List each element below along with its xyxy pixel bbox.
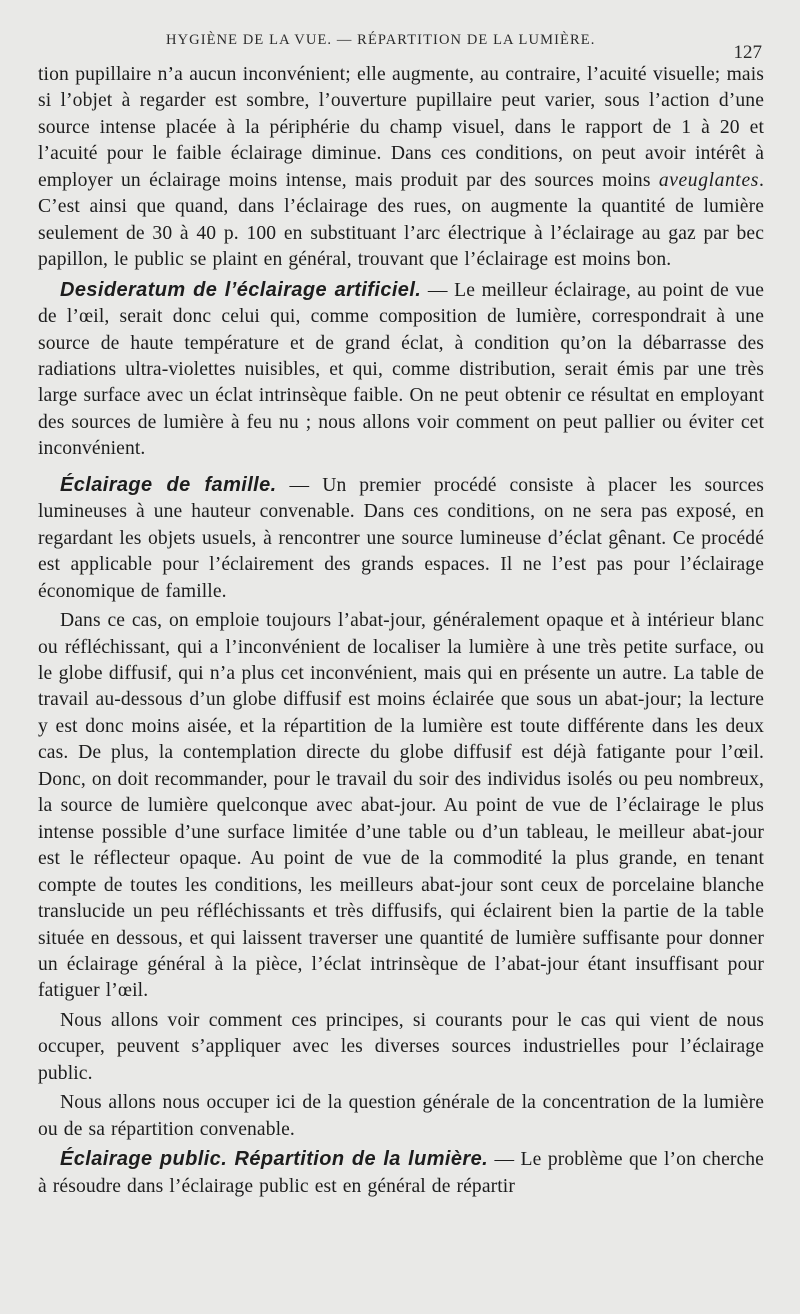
paragraph-7 [38, 1146, 764, 1200]
running-title: HYGIÈNE DE LA VUE. — RÉPARTITION DE LA LUMIÈRE. [166, 32, 596, 48]
section-heading-public: Éclairage public. Répartition de la lumière. [60, 1148, 489, 1171]
body-text [38, 62, 764, 1200]
section-heading-famille: Éclairage de famille. [60, 473, 277, 496]
paragraph-1 [38, 62, 764, 274]
paragraph-1-text-b: . C’est ainsi que quand, dans l’éclairage des rues, on augmente la quantité de lumière seulement de 30 à 40 p. 100 en substituant l’arc électrique à l’éclairage au gaz par bec papillon, le public se plaint en général, trouvant que l’éclairage est moins bon. [38, 169, 764, 271]
paragraph-5 [38, 1008, 764, 1087]
paragraph-5-text: Nous allons voir comment ces principes, si courants pour le cas qui vient de nous occuper, peuvent s’appliquer avec les diverses sources industrielles pour l’éclairage public. [38, 1009, 764, 1084]
paragraph-4 [38, 608, 764, 1005]
section-heading-desideratum: Desideratum de l’éclairage artificiel. [60, 278, 422, 301]
paragraph-4-text: Dans ce cas, on emploie toujours l’abat-jour, généralement opaque et à intérieur blanc ou réfléchissant, qui a l’inconvénient de localiser la lumière à une très petite surface, ou le globe diffusif, qui n’a plus cet inconvénient, mais qui en présente un autre. La table de travail au-dessous d’un globe diffusif est moins éclairée que sous un abat-jour; la lecture y est donc moins aisée, et la répartition de la lumière est toute différente dans les deux cas. De plus, la contemplation directe du globe diffusif est déjà fatigante pour l’œil. Donc, on doit recommander, pour le travail du soir des individus isolés ou peu nombreux, la source de lumière quelconque avec abat-jour. Au point de vue de l’éclairage le plus intense possible d’une surface limitée d’une table ou d’un tableau, le meilleur abat-jour est le réflecteur opaque. Au point de vue de la commodité la plus grande, en tenant compte de toutes les conditions, les meilleurs abat-jour sont ceux de porcelaine blanche translucide un peu réfléchissants et très diffusifs, qui éclairent bien la partie de la table située en dessous, et qui laissent traverser une quantité de lumière suffisante pour donner un éclairage général à la pièce, l’éclat intrinsèque de l’abat-jour étant insuffisant pour fatiguer l’œil. [38, 610, 764, 1002]
paragraph-7-text: — Le problème que l’on cherche à résoudre dans l’éclairage public est en général de répartir [38, 1149, 764, 1197]
paragraph-2 [38, 277, 764, 463]
emphasized-word: aveuglantes [658, 169, 759, 191]
paragraph-3 [38, 472, 764, 605]
page-number: 127 [733, 42, 762, 63]
paragraph-1-text-a: tion pupillaire n’a aucun inconvénient; elle augmente, au contraire, l’acuité visuelle; mais si l’objet à regarder est sombre, l’ouverture pupillaire peut varier, sous l’action d’une source intense placée à la périphérie du champ visuel, dans le rapport de 1 à 20 et l’acuité pour le faible éclairage diminue. Dans ces conditions, on peut avoir intérêt à employer un éclairage moins intense, mais produit par des sources moins [38, 64, 764, 191]
paragraph-3-text: — Un premier procédé consiste à placer les sources lumineuses à une hauteur convenable. Dans ces conditions, on ne sera pas exposé, en regardant les objets usuels, à rencontrer une source lumineuse d’éclat gênant. Ce procédé est applicable pour l’éclairement des grands espaces. Il ne l’est pas pour l’éclairage économique de famille. [38, 474, 764, 602]
paragraph-6 [38, 1090, 764, 1143]
paragraph-6-text: Nous allons nous occuper ici de la question générale de la concentration de la lumière ou de sa répartition convenable. [38, 1092, 764, 1140]
paragraph-2-text: — Le meilleur éclairage, au point de vue de l’œil, serait donc celui qui, comme composition de lumière, correspondrait à une source de haute température et de grand éclat, à condition qu’on la débarrasse des radiations ultra-violettes nuisibles, et qui, comme distribution, serait émis par une très large surface avec un éclat intrinsèque faible. On ne peut obtenir ce résultat en employant des sources de lumière à feu nu ; nous allons voir comment on peut pallier ou éviter cet inconvénient. [38, 279, 764, 460]
running-head [38, 28, 764, 62]
